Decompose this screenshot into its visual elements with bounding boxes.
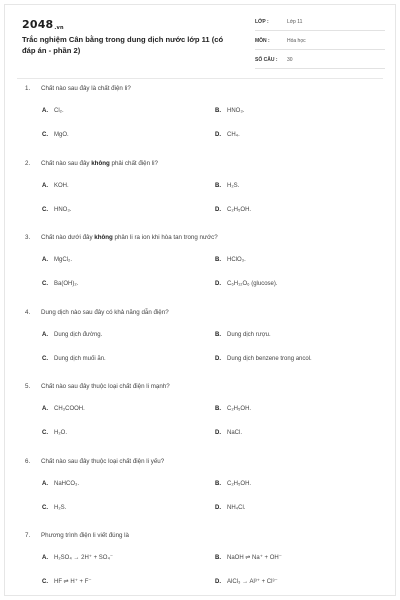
option-key: A. — [42, 257, 48, 263]
option-text: Dung dịch rượu. — [227, 331, 271, 338]
option-b[interactable] — [215, 256, 246, 265]
question-text — [25, 457, 385, 466]
option-d[interactable] — [215, 280, 278, 289]
meta-label: LỚP : — [255, 19, 269, 25]
option-text: C₂H₅OH. — [227, 406, 252, 412]
option-key: A. — [42, 331, 48, 338]
option-b[interactable] — [215, 182, 239, 191]
option-text: C₂H₅OH. — [227, 206, 252, 213]
header-divider — [17, 78, 383, 79]
meta-value: 30 — [287, 57, 293, 63]
option-a[interactable] — [42, 480, 79, 489]
question-stem-end: phải chất điện li? — [109, 159, 158, 167]
question-1 — [5, 84, 395, 159]
option-text: MgO. — [54, 132, 69, 138]
meta-row-count — [255, 54, 385, 69]
option-key: C. — [42, 504, 48, 511]
option-key: A. — [42, 480, 48, 487]
option-text: H₂S. — [54, 504, 67, 511]
site-logo[interactable]: $2048_{.vn}$ — [22, 18, 64, 31]
option-text: HF ⇌ H⁺ + F⁻ — [54, 579, 92, 585]
question-text — [25, 159, 385, 168]
question-number: 6. — [25, 457, 31, 465]
question-list — [5, 84, 395, 596]
option-a[interactable] — [42, 554, 113, 563]
option-b[interactable] — [215, 405, 251, 414]
option-d[interactable] — [215, 131, 240, 140]
option-text: NH₄Cl. — [227, 504, 246, 511]
option-key: D. — [215, 504, 221, 511]
meta-label: MÔN : — [255, 38, 270, 44]
option-a[interactable] — [42, 405, 85, 414]
option-key: A. — [42, 182, 48, 189]
option-text: KOH. — [54, 182, 69, 189]
option-key: C. — [42, 206, 48, 213]
option-b[interactable] — [215, 480, 251, 489]
question-text — [25, 382, 385, 391]
option-c[interactable] — [42, 504, 66, 513]
question-number: 4. — [25, 308, 31, 316]
option-text: MgCl₂. — [54, 257, 72, 263]
option-text: Cl₂. — [54, 108, 64, 114]
option-text: H₂SO₄ → 2H⁺ + SO₄⁻ — [54, 555, 114, 561]
emphasis-text: không — [94, 234, 113, 241]
option-key: B. — [215, 182, 221, 189]
question-6 — [5, 457, 395, 532]
option-text: C₂H₅OH. — [227, 480, 252, 487]
question-number: 1. — [25, 85, 31, 92]
question-text — [25, 308, 385, 317]
question-3 — [5, 233, 395, 308]
option-c[interactable] — [42, 355, 106, 364]
meta-value: Lớp 11 — [287, 19, 303, 25]
option-key: C. — [42, 355, 48, 362]
meta-info — [255, 16, 385, 73]
option-text: AlCl₃ → Al³⁺ + Cl³⁻ — [227, 579, 278, 585]
option-text: CH₄. — [227, 132, 240, 138]
option-key: C. — [42, 132, 48, 138]
question-stem: Chất nào sau đây là chất điện li? — [41, 85, 131, 92]
option-text: CH₃COOH. — [54, 406, 85, 412]
option-d[interactable] — [215, 429, 242, 438]
option-text: HClO₃. — [227, 257, 246, 263]
question-number: 5. — [25, 383, 31, 390]
question-number: 7. — [25, 532, 31, 539]
question-5 — [5, 382, 395, 457]
meta-label: SỐ CÂU : — [255, 57, 278, 63]
question-stem: Chất nào sau đây thuộc loại chất điện li mạnh? — [41, 383, 170, 390]
option-d[interactable] — [215, 206, 251, 215]
option-a[interactable] — [42, 331, 102, 340]
question-stem-end: phân li ra ion khi hòa tan trong nước? — [112, 234, 218, 241]
option-c[interactable] — [42, 429, 67, 438]
page-title: Trắc nghiệm Cân bằng trong dung dịch nước lớp 11 (có đáp án - phần 2) — [22, 35, 224, 55]
option-a[interactable] — [42, 107, 64, 116]
option-text: H₂S. — [227, 182, 240, 189]
option-text: HNO₃. — [54, 206, 72, 213]
document-header — [5, 5, 395, 77]
question-stem: Chất nào dưới đây — [41, 234, 95, 241]
document-page — [4, 4, 396, 596]
option-text: Dung dịch đường. — [54, 331, 103, 338]
emphasis-text: không — [91, 159, 110, 167]
option-c[interactable] — [42, 280, 78, 289]
option-b[interactable] — [215, 331, 271, 340]
option-key: C. — [42, 579, 48, 585]
option-d[interactable] — [215, 578, 278, 587]
option-key: B. — [215, 331, 221, 338]
question-4 — [5, 308, 395, 383]
question-text — [25, 531, 385, 540]
option-text: HNO₃. — [227, 108, 245, 114]
option-key: B. — [215, 257, 221, 263]
option-text: NaCl. — [227, 430, 243, 436]
option-key: A. — [42, 555, 48, 561]
option-b[interactable] — [215, 107, 244, 116]
option-b[interactable] — [215, 554, 282, 563]
option-key: B. — [215, 108, 221, 114]
option-text: Dung dịch muối ăn. — [54, 355, 106, 362]
question-number: 2. — [25, 159, 31, 167]
option-key: D. — [215, 355, 221, 362]
option-key: B. — [215, 406, 221, 412]
option-key: B. — [215, 555, 221, 561]
meta-row-grade — [255, 16, 385, 31]
question-text — [25, 84, 385, 93]
option-text: H₂O. — [54, 430, 67, 436]
option-text: C₆H₁₂O₆ (glucose). — [227, 281, 278, 287]
option-key: D. — [215, 132, 221, 138]
option-c[interactable] — [42, 578, 92, 587]
option-key: A. — [42, 406, 48, 412]
question-number: 3. — [25, 234, 31, 241]
option-a[interactable] — [42, 256, 72, 265]
question-stem: Chất nào sau đây — [41, 159, 92, 167]
option-key: D. — [215, 579, 221, 585]
option-d[interactable] — [215, 504, 245, 513]
question-stem: Phương trình điện li viết đúng là — [41, 532, 130, 539]
option-key: D. — [215, 430, 221, 436]
meta-row-subject — [255, 35, 385, 50]
option-key: C. — [42, 430, 48, 436]
option-c[interactable] — [42, 206, 71, 215]
option-text: NaOH ⇌ Na⁺ + OH⁻ — [227, 555, 282, 561]
meta-value: Hóa học — [287, 38, 306, 44]
option-key: C. — [42, 281, 48, 287]
option-c[interactable] — [42, 131, 69, 140]
question-text — [25, 233, 385, 242]
option-a[interactable] — [42, 182, 69, 191]
option-text: Ba(OH)₂. — [54, 281, 79, 287]
question-2 — [5, 159, 395, 234]
question-7 — [5, 531, 395, 596]
option-text: Dung dịch benzene trong ancol. — [227, 355, 312, 362]
option-key: B. — [215, 480, 221, 487]
question-stem: Dung dịch nào sau đây có khả năng dẫn điện? — [41, 308, 169, 316]
option-d[interactable] — [215, 355, 312, 364]
option-key: A. — [42, 108, 48, 114]
option-text: NaHCO₃. — [54, 480, 80, 487]
question-stem: Chất nào sau đây thuộc loại chất điện li yếu? — [41, 457, 165, 465]
option-key: D. — [215, 281, 221, 287]
option-key: D. — [215, 206, 221, 213]
